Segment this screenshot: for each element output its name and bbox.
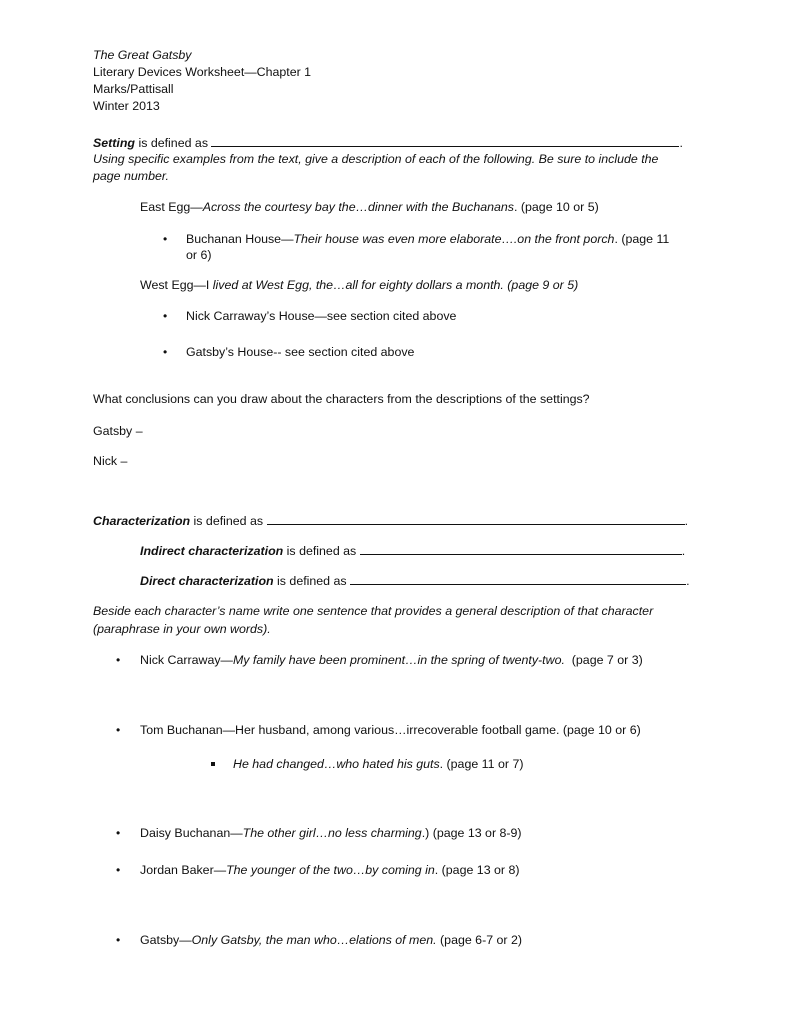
conclusions-question: What conclusions can you draw about the characters from the descriptions of the settings? [93,392,590,406]
character-nick: Nick Carraway—My family have been prominent…in the spring of twenty-two. (page 7 or 3) [140,653,643,667]
setting-definition: Setting is defined as . [93,136,683,150]
character-jordan: Jordan Baker—The younger of the two…by coming in. (page 13 or 8) [140,863,520,877]
tom-sub-item: He had changed…who hated his guts. (page 11 or 7) [233,757,524,771]
bullet-icon: • [116,826,121,840]
direct-blank[interactable] [350,573,686,585]
bullet-icon: • [163,232,168,246]
buchanan-house-cont: or 6) [186,248,212,262]
doc-term: Winter 2013 [93,99,160,113]
doc-authors: Marks/Pattisall [93,82,174,96]
bullet-icon: • [116,723,121,737]
west-egg: West Egg—I lived at West Egg, the…all for eighty dollars a month. (page 9 or 5) [140,278,579,292]
characterization-instructions: Beside each character’s name write one sentence that provides a general description of that character [93,604,654,618]
bullet-icon: • [163,345,168,359]
character-gatsby: Gatsby—Only Gatsby, the man who…elations of men. (page 6-7 or 2) [140,933,523,947]
gatsby-house: Gatsby’s House-- see section cited above [186,345,415,359]
doc-title: The Great Gatsby [93,48,192,62]
bullet-icon: • [116,653,121,667]
bullet-icon: • [116,863,121,877]
setting-instructions: Using specific examples from the text, give a description of each of the following. Be sure to include the [93,152,659,166]
indirect-definition: Indirect characterization is defined as . [140,544,686,558]
setting-instructions-2: page number. [93,169,170,183]
characterization-definition: Characterization is defined as . [93,514,689,528]
indirect-blank[interactable] [360,543,682,555]
direct-definition: Direct characterization is defined as . [140,574,690,588]
gatsby-answer-label: Gatsby – [93,424,143,438]
east-egg: East Egg—Across the courtesy bay the…dinner with the Buchanans. (page 10 or 5) [140,200,599,214]
bullet-icon: • [163,309,168,323]
nick-house: Nick Carraway’s House—see section cited above [186,309,457,323]
bullet-icon: • [116,933,121,947]
buchanan-house: Buchanan House—Their house was even more elaborate….on the front porch. (page 11 [186,232,670,246]
characterization-blank[interactable] [267,513,685,525]
doc-subtitle: Literary Devices Worksheet—Chapter 1 [93,65,312,79]
characterization-instructions-2: (paraphrase in your own words). [93,622,271,636]
nick-answer-label: Nick – [93,454,128,468]
character-daisy: Daisy Buchanan—The other girl…no less charming.) (page 13 or 8-9) [140,826,522,840]
setting-blank[interactable] [211,135,679,147]
square-bullet-icon [211,762,215,766]
character-tom: Tom Buchanan—Her husband, among various…irrecoverable football game. (page 10 or 6) [140,723,641,737]
